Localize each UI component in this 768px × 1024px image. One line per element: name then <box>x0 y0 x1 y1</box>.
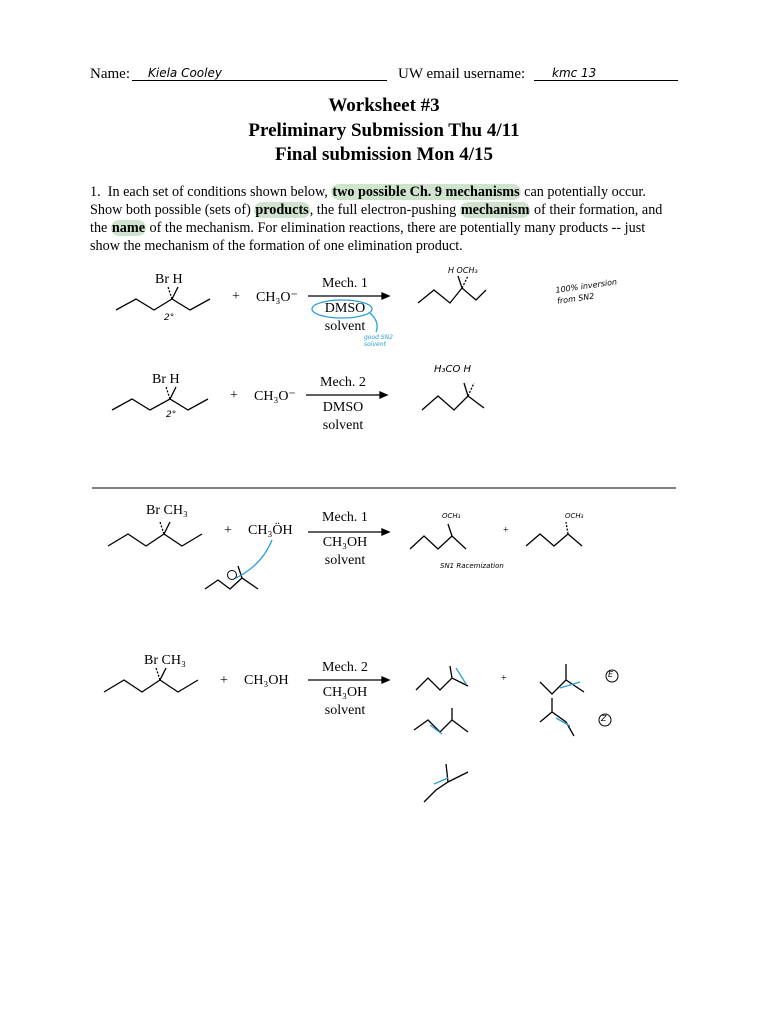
question-text-5: of the mechanism. For elimination reactions, there are potentially many products -- just show the mechanism of the formation of one elimination product. <box>90 220 646 254</box>
r2-solvent-word: solvent <box>322 418 364 433</box>
r1-substrate-chain <box>116 299 210 310</box>
r2-product-label: H₃CO H <box>434 364 472 375</box>
r4-z-tag: Z <box>601 714 607 723</box>
question-text-1: In each set of conditions shown below, <box>107 184 328 200</box>
r1-reagent: CH₃O⁻ <box>256 290 298 305</box>
r3-substrate-chain <box>108 534 202 546</box>
r2-degree-note: 2° <box>166 410 177 420</box>
r4-product1-chain <box>416 678 468 690</box>
r4-product3-chain <box>414 720 468 732</box>
r2-substrate-label: Br H <box>152 372 180 387</box>
carbocation-plus-circle <box>228 571 237 580</box>
r2-substrate-chain <box>112 399 208 410</box>
r1-product-label: H OCH₃ <box>448 266 478 275</box>
r3-plus: + <box>224 523 232 538</box>
r3-mech-label: Mech. 1 <box>322 510 368 525</box>
r3-product1-label: OCH₃ <box>442 512 461 520</box>
preliminary-title: Preliminary Submission Thu 4/11 <box>248 120 520 141</box>
r4-product4-chain <box>540 712 574 736</box>
email-value: kmc 13 <box>552 66 597 80</box>
highlight-products: products <box>255 202 309 218</box>
r4-mech-label: Mech. 2 <box>322 660 368 675</box>
r4-e-tag: E <box>608 670 614 679</box>
r3-solvent-name: CH₃OH <box>322 535 368 550</box>
name-label: Name: <box>90 66 130 82</box>
r4-product5-chain <box>424 772 468 802</box>
question-text-3: , the full electron-pushing <box>309 202 457 218</box>
r4-solvent-name: CH₃OH <box>322 685 368 700</box>
r3-racemization-note: SN1 Racemization <box>440 562 504 570</box>
r1-good-solvent-note: good SN2 solvent <box>364 334 393 348</box>
r4-substrate-chain <box>104 680 198 692</box>
r3-solvent-word: solvent <box>324 553 366 568</box>
r2-solvent-name: DMSO <box>322 400 364 415</box>
r3-substrate-label: Br CH₃ <box>146 503 188 518</box>
r2-reagent: CH₃O⁻ <box>254 389 296 404</box>
r4-substrate-label: Br CH₃ <box>144 653 186 668</box>
r1-inversion-note: 100% inversion from SN2 <box>554 277 618 306</box>
question-number: 1. <box>90 184 101 200</box>
question-text-4: of their formation, and the <box>90 202 663 236</box>
r1-plus: + <box>232 289 240 304</box>
r3-product1-chain <box>410 536 466 549</box>
r1-degree-note: 2° <box>164 313 175 323</box>
r1-mech-label: Mech. 1 <box>322 276 368 291</box>
r2-plus: + <box>230 388 238 403</box>
r4-db-3 <box>430 725 442 734</box>
r3-product2-chain <box>526 534 582 546</box>
question-text-2: can potentially occur. Show both possible (sets of) <box>90 184 646 218</box>
highlight-name: name <box>111 220 145 236</box>
r3-product-plus: + <box>503 525 509 536</box>
r4-plus: + <box>220 673 228 688</box>
r4-reagent: CH₃OH <box>244 673 289 688</box>
r1-product-chain <box>418 288 486 303</box>
email-label: UW email username: <box>398 66 526 82</box>
r2-product-chain <box>422 396 484 410</box>
r3-curved-arrow <box>236 540 272 578</box>
r4-solvent-word: solvent <box>324 703 366 718</box>
highlight-mechanisms: two possible Ch. 9 mechanisms <box>332 184 520 200</box>
highlight-mechanism: mechanism <box>460 202 530 218</box>
r4-product-plus: + <box>501 673 507 684</box>
final-title: Final submission Mon 4/15 <box>274 144 494 165</box>
r1-solvent-name: DMSO <box>324 301 366 316</box>
r3-product2-label: OCH₃ <box>565 512 584 520</box>
r1-substrate-label: Br H <box>155 272 183 287</box>
r1-solvent-word: solvent <box>324 319 366 334</box>
name-value: Kiela Cooley <box>148 66 222 80</box>
r3-reagent: CH₃ÖH <box>248 523 293 538</box>
r2-mech-label: Mech. 2 <box>320 375 366 390</box>
r4-db-1 <box>456 668 466 684</box>
worksheet-title: Worksheet #3 <box>328 95 440 116</box>
